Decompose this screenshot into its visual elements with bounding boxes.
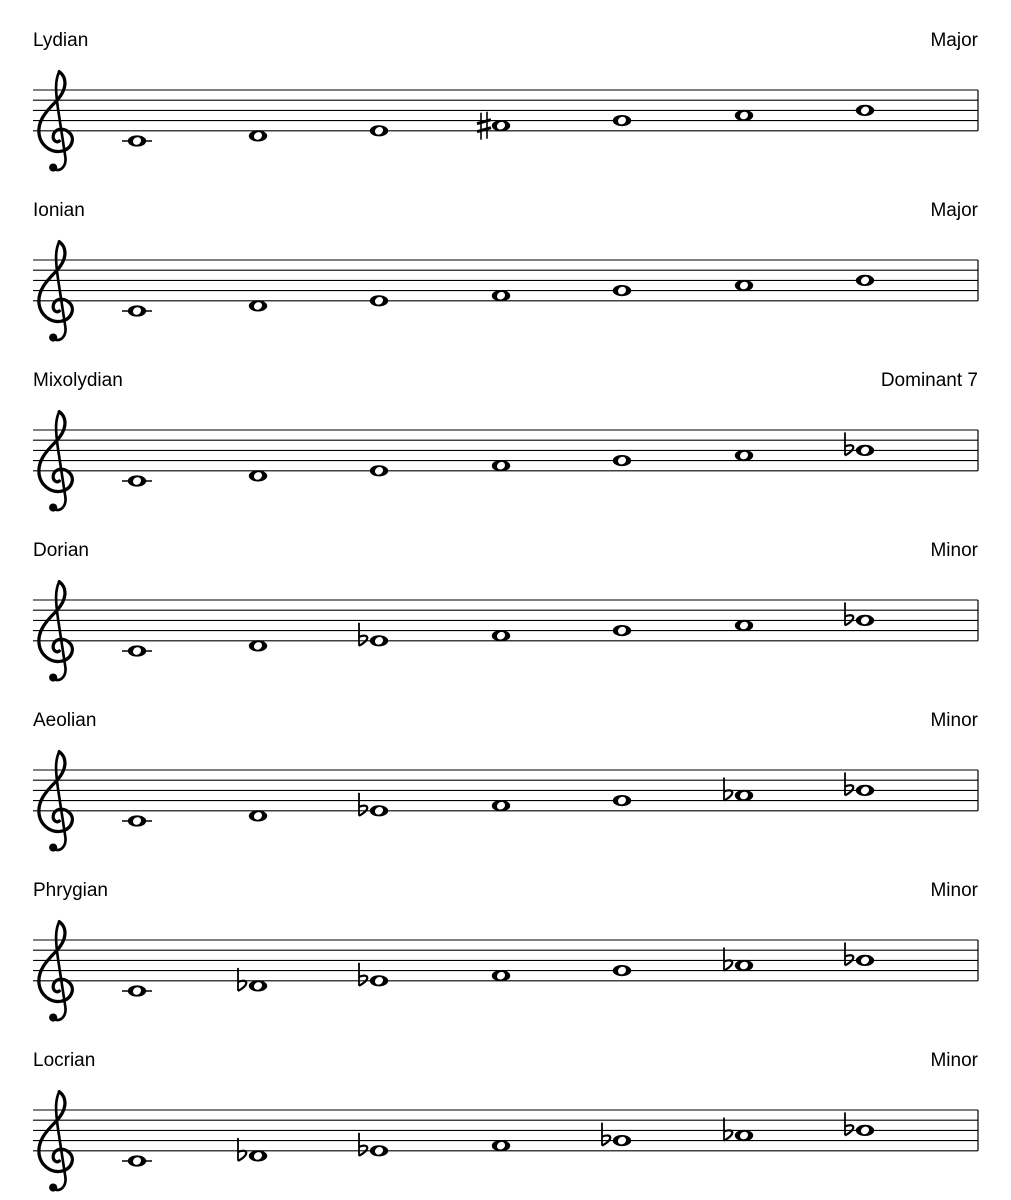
mode-name-label: Aeolian bbox=[33, 710, 97, 731]
whole-note bbox=[735, 620, 753, 631]
mode-row-aeolian bbox=[33, 710, 979, 852]
flat-icon bbox=[724, 778, 732, 801]
whole-note bbox=[370, 975, 388, 986]
whole-note bbox=[856, 275, 874, 286]
whole-note bbox=[249, 470, 267, 481]
whole-note bbox=[492, 1140, 510, 1151]
mode-row-mixolydian bbox=[33, 370, 978, 512]
whole-note bbox=[249, 130, 267, 141]
flat-icon bbox=[845, 432, 853, 455]
flat-icon bbox=[724, 948, 732, 971]
whole-note bbox=[370, 465, 388, 476]
chord-quality-label: Major bbox=[930, 30, 978, 51]
flat-icon bbox=[845, 1112, 853, 1135]
whole-note bbox=[249, 980, 267, 991]
chord-quality-label: Minor bbox=[930, 540, 978, 561]
whole-note bbox=[492, 460, 510, 471]
whole-note bbox=[856, 955, 874, 966]
whole-note bbox=[613, 625, 631, 636]
mode-name-label: Lydian bbox=[33, 30, 89, 51]
mode-row-ionian bbox=[33, 200, 979, 342]
flat-icon bbox=[238, 1138, 246, 1161]
treble-clef-icon bbox=[39, 1092, 72, 1192]
mode-name-label: Ionian bbox=[33, 200, 85, 221]
whole-note bbox=[613, 455, 631, 466]
whole-note bbox=[735, 110, 753, 121]
whole-note bbox=[370, 295, 388, 306]
whole-note bbox=[128, 645, 146, 656]
whole-note bbox=[249, 300, 267, 311]
whole-note bbox=[128, 305, 146, 316]
flat-icon bbox=[845, 772, 853, 795]
mode-name-label: Locrian bbox=[33, 1050, 96, 1071]
sharp-icon bbox=[477, 112, 491, 140]
flat-icon bbox=[359, 963, 367, 986]
flat-icon bbox=[359, 623, 367, 646]
whole-note bbox=[370, 635, 388, 646]
whole-note bbox=[492, 290, 510, 301]
whole-note bbox=[856, 1125, 874, 1136]
whole-note bbox=[735, 1130, 753, 1141]
mode-row-locrian bbox=[33, 1050, 979, 1192]
flat-icon bbox=[359, 1133, 367, 1156]
whole-note bbox=[613, 285, 631, 296]
whole-note bbox=[735, 790, 753, 801]
flat-icon bbox=[238, 968, 246, 991]
whole-note bbox=[128, 475, 146, 486]
treble-clef-icon bbox=[39, 922, 72, 1022]
mode-row-lydian bbox=[33, 30, 979, 172]
chord-quality-label: Dominant 7 bbox=[880, 370, 978, 391]
whole-note bbox=[128, 815, 146, 826]
chord-quality-label: Minor bbox=[930, 1050, 978, 1071]
treble-clef-icon bbox=[39, 752, 72, 852]
whole-note bbox=[735, 960, 753, 971]
whole-note bbox=[128, 985, 146, 996]
flat-icon bbox=[724, 1118, 732, 1141]
whole-note bbox=[735, 450, 753, 461]
whole-note bbox=[856, 105, 874, 116]
whole-note bbox=[492, 800, 510, 811]
whole-note bbox=[856, 785, 874, 796]
treble-clef-icon bbox=[39, 582, 72, 682]
mode-name-label: Phrygian bbox=[33, 880, 108, 901]
whole-note bbox=[856, 445, 874, 456]
whole-note bbox=[613, 795, 631, 806]
mode-row-dorian bbox=[33, 540, 979, 682]
whole-note bbox=[735, 280, 753, 291]
whole-note bbox=[128, 1155, 146, 1166]
flat-icon bbox=[602, 1123, 610, 1146]
whole-note bbox=[370, 805, 388, 816]
whole-note bbox=[613, 965, 631, 976]
whole-note bbox=[370, 125, 388, 136]
mode-name-label: Mixolydian bbox=[33, 370, 123, 391]
whole-note bbox=[249, 1150, 267, 1161]
treble-clef-icon bbox=[39, 412, 72, 512]
mode-name-label: Dorian bbox=[33, 540, 89, 561]
treble-clef-icon bbox=[39, 72, 72, 172]
treble-clef-icon bbox=[39, 242, 72, 342]
whole-note bbox=[128, 135, 146, 146]
chord-quality-label: Major bbox=[930, 200, 978, 221]
flat-icon bbox=[845, 942, 853, 965]
whole-note bbox=[492, 630, 510, 641]
whole-note bbox=[492, 970, 510, 981]
whole-note bbox=[613, 115, 631, 126]
chord-quality-label: Minor bbox=[930, 880, 978, 901]
flat-icon bbox=[359, 793, 367, 816]
whole-note bbox=[856, 615, 874, 626]
whole-note bbox=[613, 1135, 631, 1146]
whole-note bbox=[492, 120, 510, 131]
mode-row-phrygian bbox=[33, 880, 979, 1022]
chord-quality-label: Minor bbox=[930, 710, 978, 731]
whole-note bbox=[249, 640, 267, 651]
whole-note bbox=[370, 1145, 388, 1156]
flat-icon bbox=[845, 602, 853, 625]
whole-note bbox=[249, 810, 267, 821]
